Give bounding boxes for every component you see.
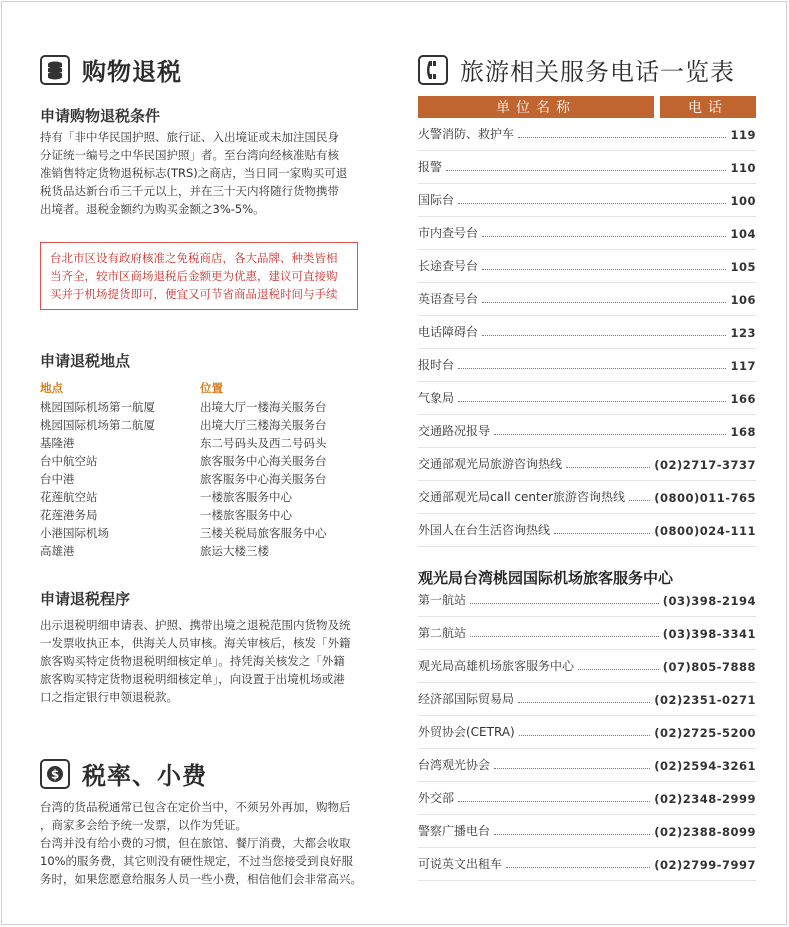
tax-tip-line: 台湾的货品税通常已包含在定价当中，不须另外再加，购物后 bbox=[40, 800, 351, 814]
conditions-line: 出境者。退税金额约为购买金额之3%-5%。 bbox=[40, 202, 265, 216]
duty-free-note bbox=[40, 242, 358, 310]
location-position: 一楼旅客服务中心 bbox=[200, 490, 292, 504]
row-divider bbox=[418, 546, 756, 547]
phone-row bbox=[418, 289, 756, 307]
phone-row bbox=[418, 656, 756, 674]
phone-row bbox=[418, 256, 756, 274]
phone-row-name: 外交部 bbox=[418, 791, 455, 805]
phone-row-name: 可说英文出租车 bbox=[418, 857, 503, 871]
tax-tip-title: 税率、小费 bbox=[82, 762, 207, 790]
phone-row-number: 119 bbox=[730, 128, 756, 142]
phone-row-name: 报时台 bbox=[418, 358, 455, 372]
phone-row-name: 报警 bbox=[418, 160, 443, 174]
phone-row-number: 105 bbox=[730, 260, 756, 274]
phone-row bbox=[418, 322, 756, 340]
dot-leader bbox=[494, 833, 650, 835]
dot-leader bbox=[629, 499, 650, 501]
dot-leader bbox=[518, 136, 726, 138]
svg-text:$: $ bbox=[50, 767, 60, 781]
phone-list-header bbox=[418, 52, 735, 87]
phone-row-number: 117 bbox=[730, 359, 756, 373]
tax-tip-text bbox=[40, 798, 376, 888]
dot-leader bbox=[470, 602, 659, 604]
phone-row-name: 火警消防、救护车 bbox=[418, 127, 515, 141]
dot-leader bbox=[482, 235, 726, 237]
dot-leader bbox=[458, 400, 726, 402]
note-line: 台北市区设有政府核准之免税商店，各大品牌、种类皆相 bbox=[50, 251, 338, 265]
phone-row-number: (0800)011-765 bbox=[654, 491, 756, 505]
row-divider bbox=[418, 682, 756, 683]
row-divider bbox=[418, 847, 756, 848]
phone-row-name: 观光局高雄机场旅客服务中心 bbox=[418, 659, 575, 673]
locations-title: 申请退税地点 bbox=[40, 352, 131, 370]
location-place: 花莲航空站 bbox=[40, 490, 98, 504]
row-divider bbox=[418, 216, 756, 217]
phone-row bbox=[418, 355, 756, 373]
row-divider bbox=[418, 315, 756, 316]
row-divider bbox=[418, 715, 756, 716]
phone-row bbox=[418, 689, 756, 707]
procedure-line: 一发票收执正本，供海关人员审核。海关审核后，核发「外籍 bbox=[40, 636, 351, 650]
dot-leader bbox=[458, 202, 726, 204]
phone-row-number: 100 bbox=[730, 194, 756, 208]
conditions-text bbox=[40, 128, 370, 218]
row-divider bbox=[418, 781, 756, 782]
phone-row bbox=[418, 157, 756, 175]
phone-row-number: 123 bbox=[730, 326, 756, 340]
location-position: 旅运大楼三楼 bbox=[200, 544, 269, 558]
dollar-icon bbox=[40, 759, 70, 789]
phone-row bbox=[418, 854, 756, 872]
phone-row-number: (02)2348-2999 bbox=[654, 792, 756, 806]
location-position: 旅客服务中心海关服务台 bbox=[200, 472, 327, 486]
row-divider bbox=[418, 649, 756, 650]
phone-row bbox=[418, 487, 756, 505]
dot-leader bbox=[446, 169, 726, 171]
dot-leader bbox=[494, 433, 726, 435]
row-divider bbox=[418, 748, 756, 749]
dot-leader bbox=[518, 701, 650, 703]
phone-row bbox=[418, 454, 756, 472]
tax-tip-line: 台湾并没有给小费的习惯，但在旅馆、餐厅消费，大都会收取 bbox=[40, 836, 351, 850]
row-divider bbox=[418, 480, 756, 481]
location-position: 三楼关税局旅客服务中心 bbox=[200, 526, 327, 540]
phone-row-name: 台湾观光协会 bbox=[418, 758, 491, 772]
dot-leader bbox=[482, 301, 726, 303]
location-position: 出境大厅一楼海关服务台 bbox=[200, 400, 327, 414]
airport-title: 观光局台湾桃园国际机场旅客服务中心 bbox=[418, 569, 674, 587]
phone-row-name: 外贸协会(CETRA) bbox=[418, 725, 515, 739]
row-divider bbox=[418, 282, 756, 283]
row-divider bbox=[418, 381, 756, 382]
phone-row-name: 长途查号台 bbox=[418, 259, 479, 273]
tax-tip-line: ，商家多会给予统一发票，以作为凭证。 bbox=[40, 818, 247, 832]
phone-row-number: (02)2717-3737 bbox=[654, 458, 756, 472]
phone-row-name: 交通路况报导 bbox=[418, 424, 491, 438]
header-name: 单位名称 bbox=[418, 96, 654, 118]
tax-refund-title: 购物退税 bbox=[82, 58, 182, 86]
dot-leader bbox=[458, 800, 650, 802]
phone-row bbox=[418, 421, 756, 439]
procedure-text bbox=[40, 616, 372, 706]
phone-row-number: (03)398-3341 bbox=[662, 627, 756, 641]
phone-row-number: (02)2725-5200 bbox=[654, 726, 756, 740]
locations-position-list bbox=[200, 398, 370, 560]
phone-row-name: 第一航站 bbox=[418, 593, 467, 607]
conditions-line: 分证统一编号之中华民国护照」者。至台湾向经核准贴有核 bbox=[40, 148, 339, 162]
locations-place-list bbox=[40, 398, 200, 560]
row-divider bbox=[418, 150, 756, 151]
dot-leader bbox=[506, 866, 650, 868]
phone-row-number: (07)805-7888 bbox=[662, 660, 756, 674]
row-divider bbox=[418, 348, 756, 349]
row-divider bbox=[418, 447, 756, 448]
phone-row bbox=[418, 821, 756, 839]
dot-leader bbox=[482, 268, 726, 270]
phone-row-name: 经济部国际贸易局 bbox=[418, 692, 515, 706]
phone-row bbox=[418, 520, 756, 538]
phone-row-name: 英语查号台 bbox=[418, 292, 479, 306]
phone-row-name: 警察广播电台 bbox=[418, 824, 491, 838]
locations-header-place: 地点 bbox=[40, 381, 63, 395]
header-phone: 电话 bbox=[660, 96, 756, 118]
row-divider bbox=[418, 249, 756, 250]
dot-leader bbox=[578, 668, 659, 670]
phone-row-number: (02)2799-7997 bbox=[654, 858, 756, 872]
phone-row-number: (03)398-2194 bbox=[662, 594, 756, 608]
row-divider bbox=[418, 513, 756, 514]
dot-leader bbox=[494, 767, 650, 769]
phone-row bbox=[418, 190, 756, 208]
phone-row-number: 168 bbox=[730, 425, 756, 439]
row-divider bbox=[418, 616, 756, 617]
dot-leader bbox=[470, 635, 659, 637]
conditions-title: 申请购物退税条件 bbox=[40, 107, 161, 125]
note-line: 买并于机场提货即可，便宜又可节省商品退税时间与手续 bbox=[50, 287, 338, 301]
dot-leader bbox=[458, 367, 726, 369]
phone-row-name: 国际台 bbox=[418, 193, 455, 207]
coins-icon bbox=[40, 55, 70, 85]
phone-row bbox=[418, 755, 756, 773]
locations-header-position: 位置 bbox=[200, 381, 223, 395]
procedure-line: 旅客购买特定货物退税明细核定单」。持凭海关核发之「外籍 bbox=[40, 654, 345, 668]
location-place: 台中航空站 bbox=[40, 454, 98, 468]
phone-row-number: (0800)024-111 bbox=[654, 524, 756, 538]
row-divider bbox=[418, 814, 756, 815]
conditions-line: 税货品达新台币三千元以上，并在三十天内将随行货物携带 bbox=[40, 184, 339, 198]
phone-row-name: 电话障碍台 bbox=[418, 325, 479, 339]
phone-row-number: 106 bbox=[730, 293, 756, 307]
location-place: 花莲港务局 bbox=[40, 508, 98, 522]
phone-row-number: (02)2351-0271 bbox=[654, 693, 756, 707]
phone-list-title: 旅游相关服务电话一览表 bbox=[460, 58, 735, 86]
phone-row-name: 交通部观光局旅游咨询热线 bbox=[418, 457, 563, 471]
procedure-line: 出示退税明细申请表、护照、携带出境之退税范围内货物及统 bbox=[40, 618, 351, 632]
row-divider bbox=[418, 414, 756, 415]
note-line: 当齐全，较市区商场退税后金额更为优惠，建议可直接购 bbox=[50, 269, 338, 283]
tax-tip-header bbox=[40, 756, 207, 791]
phone-row bbox=[418, 623, 756, 641]
procedure-title: 申请退税程序 bbox=[40, 590, 131, 608]
phone-row bbox=[418, 590, 756, 608]
phone-row-number: (02)2388-8099 bbox=[654, 825, 756, 839]
phone-row bbox=[418, 388, 756, 406]
phone-row bbox=[418, 223, 756, 241]
phone-row-name: 交通部观光局call center旅游咨询热线 bbox=[418, 490, 626, 504]
tax-refund-header bbox=[40, 52, 182, 87]
row-divider bbox=[418, 880, 756, 881]
location-place: 高雄港 bbox=[40, 544, 75, 558]
phone-row bbox=[418, 788, 756, 806]
procedure-line: 旅客购买特定货物退税明细核定单」，向设置于出境机场或港 bbox=[40, 672, 345, 686]
dot-leader bbox=[554, 532, 650, 534]
phone-row bbox=[418, 722, 756, 740]
phone-row-name: 第二航站 bbox=[418, 626, 467, 640]
location-place: 桃园国际机场第一航厦 bbox=[40, 400, 155, 414]
conditions-line: 持有「非中华民国护照、旅行证、入出境证或未加注国民身 bbox=[40, 130, 339, 144]
tax-tip-line: 务时，如果您愿意给服务人员一些小费，相信他们会非常高兴。 bbox=[40, 872, 362, 886]
phone-row bbox=[418, 124, 756, 142]
location-position: 出境大厅三楼海关服务台 bbox=[200, 418, 327, 432]
location-position: 旅客服务中心海关服务台 bbox=[200, 454, 327, 468]
phone-row-number: 110 bbox=[730, 161, 756, 175]
location-position: 东二号码头及西二号码头 bbox=[200, 436, 327, 450]
dot-leader bbox=[482, 334, 726, 336]
phone-row-number: 166 bbox=[730, 392, 756, 406]
conditions-line: 准销售特定货物退税标志(TRS)之商店，当日同一家购买可退 bbox=[40, 166, 348, 180]
location-place: 基隆港 bbox=[40, 436, 75, 450]
phone-row-name: 气象局 bbox=[418, 391, 455, 405]
phone-row-number: 104 bbox=[730, 227, 756, 241]
location-place: 台中港 bbox=[40, 472, 75, 486]
location-position: 一楼旅客服务中心 bbox=[200, 508, 292, 522]
procedure-line: 口之指定银行申领退税款。 bbox=[40, 690, 178, 704]
phone-row-name: 外国人在台生活咨询热线 bbox=[418, 523, 551, 537]
phone-icon bbox=[418, 55, 448, 85]
tax-tip-line: 10%的服务费，其它则没有硬性规定，不过当您接受到良好服 bbox=[40, 854, 354, 868]
phone-row-number: (02)2594-3261 bbox=[654, 759, 756, 773]
phone-row-name: 市内查号台 bbox=[418, 226, 479, 240]
location-place: 桃园国际机场第二航厦 bbox=[40, 418, 155, 432]
dot-leader bbox=[519, 734, 650, 736]
location-place: 小港国际机场 bbox=[40, 526, 109, 540]
dot-leader bbox=[566, 466, 650, 468]
row-divider bbox=[418, 183, 756, 184]
